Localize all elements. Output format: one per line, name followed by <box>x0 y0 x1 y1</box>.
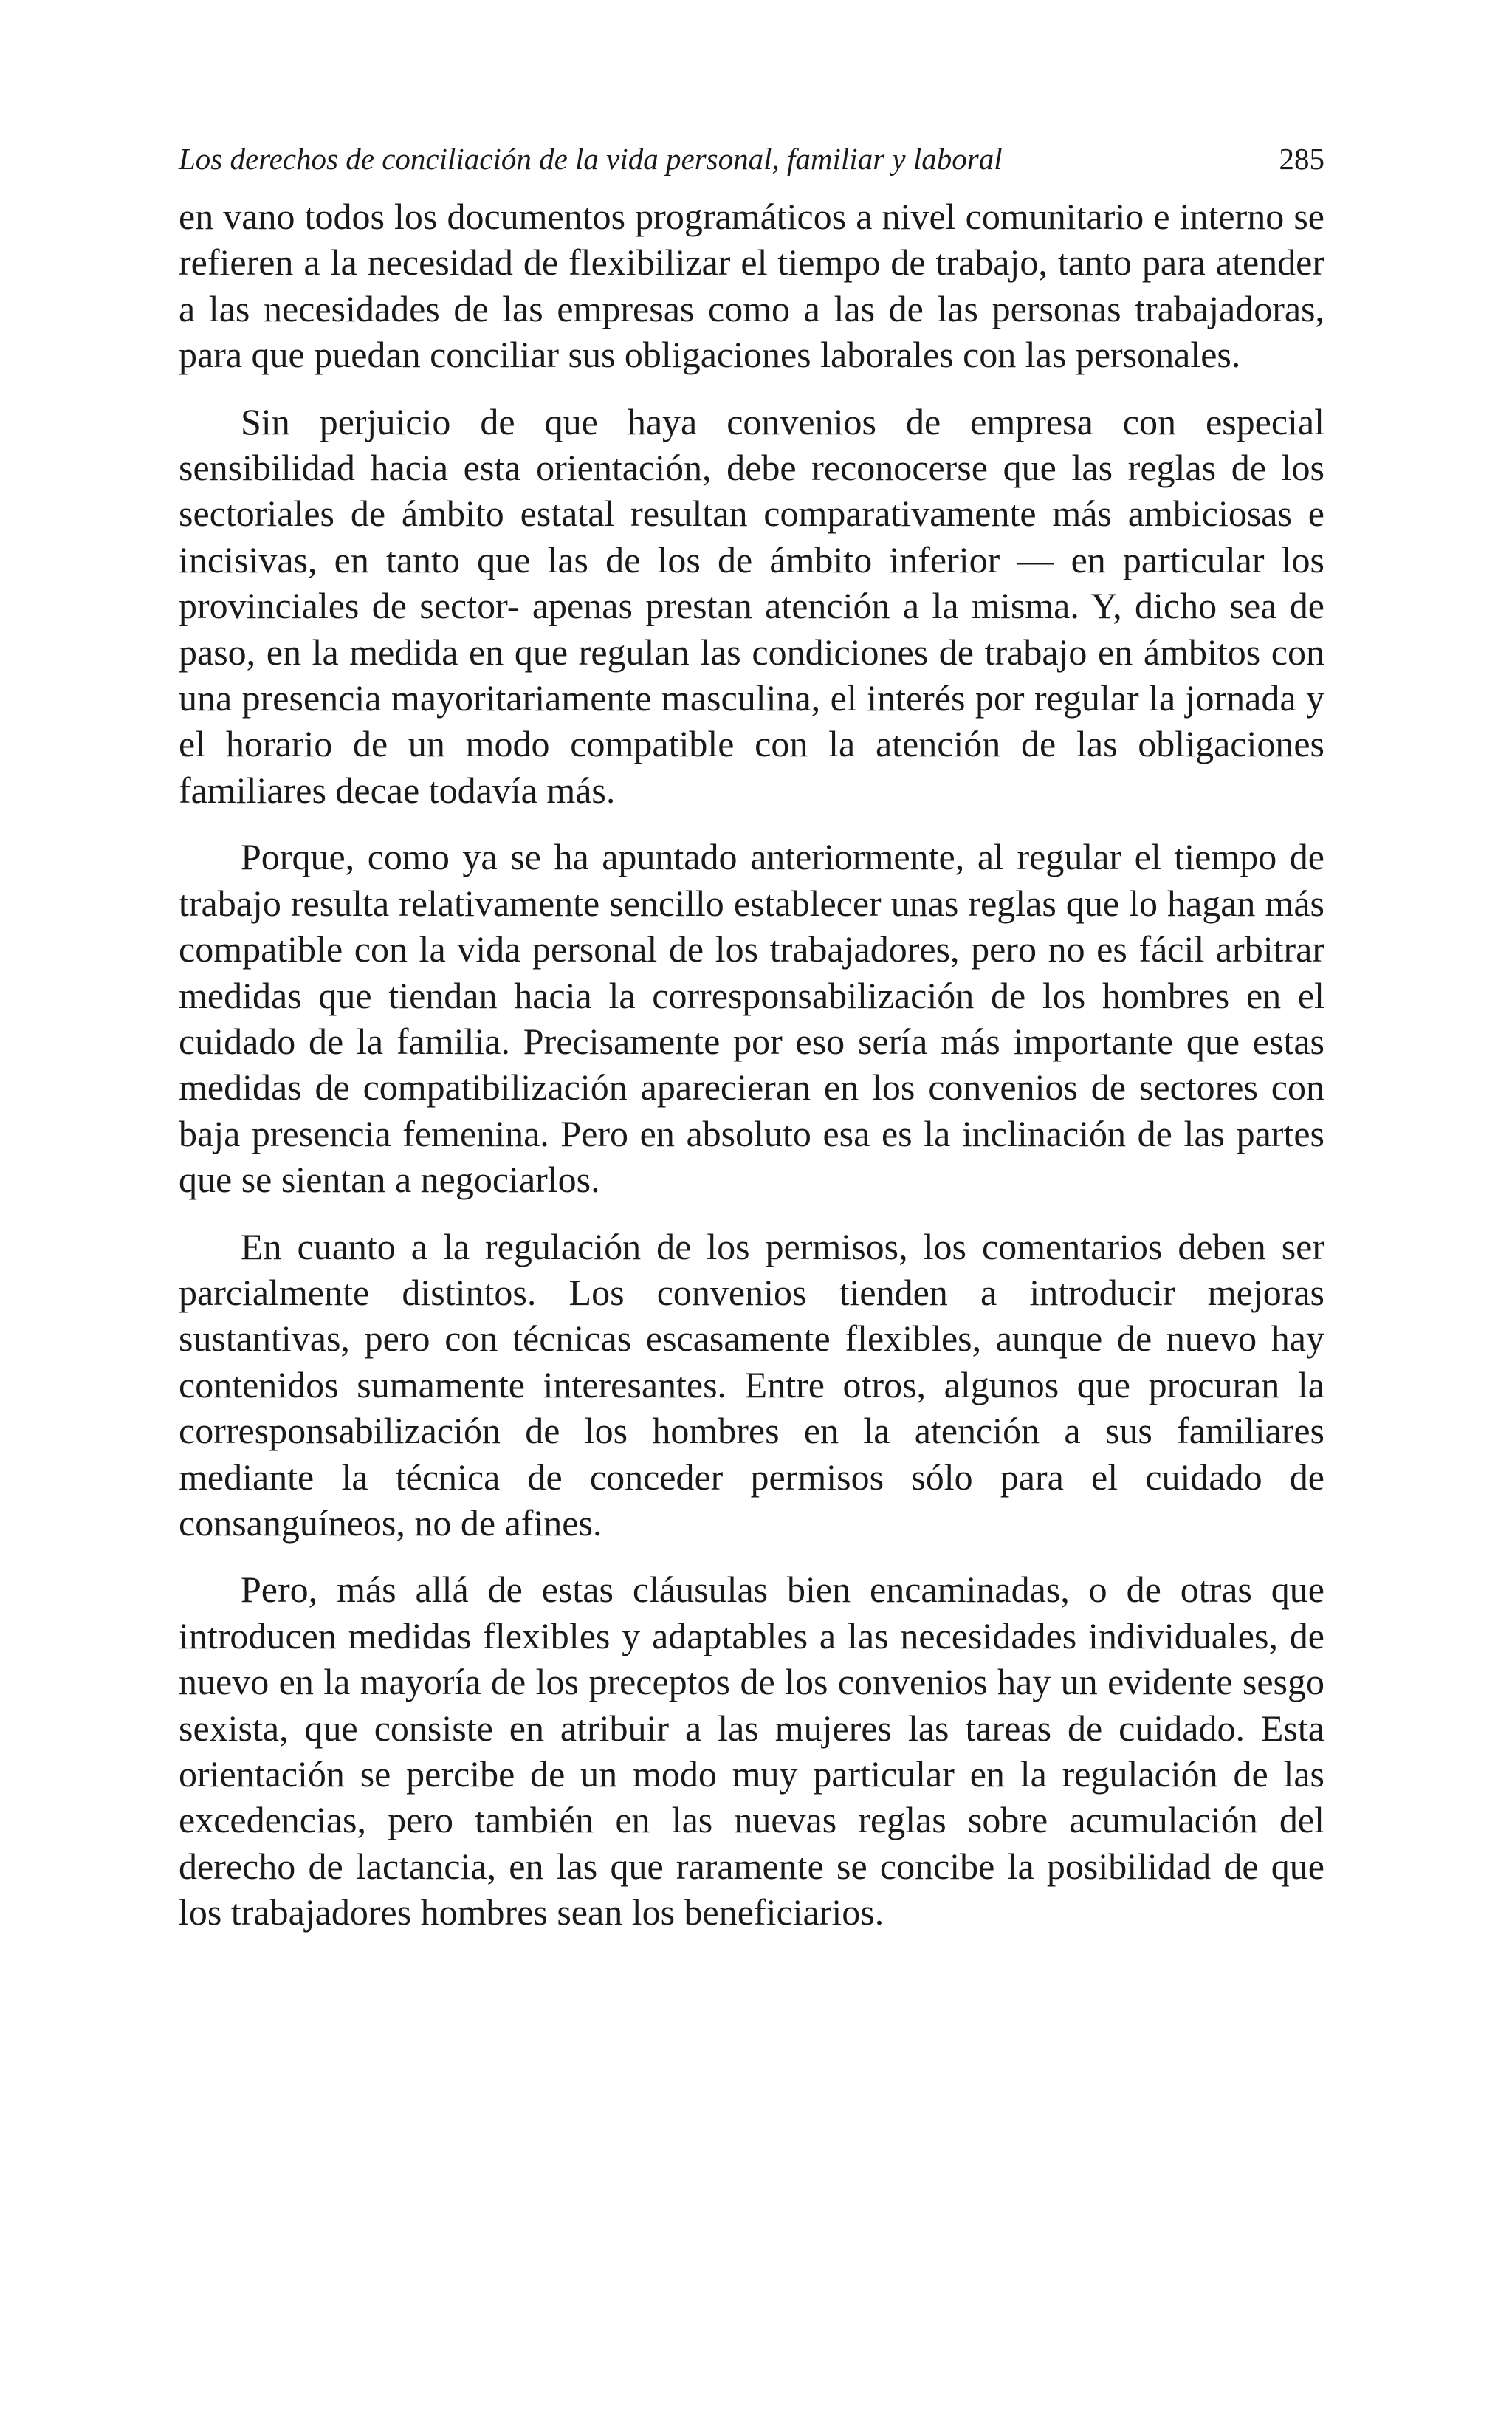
paragraph-continued: en vano todos los documentos programáticos a nivel comunitario e interno se refieren a la necesidad de flexibilizar el tiempo de trabajo, tanto para atender a las necesidades de las empresas como a las de las personas trabajadoras, para que puedan conciliar sus obligaciones laborales con las personales. <box>179 196 1324 376</box>
body-text <box>179 193 1324 1936</box>
page-number: 285 <box>1279 142 1324 176</box>
book-page <box>179 133 1324 1956</box>
running-title: Los derechos de conciliación de la vida personal, familiar y laboral <box>179 142 1003 176</box>
paragraph: Pero, más allá de estas cláusulas bien encaminadas, o de otras que introducen medidas flexibles y adaptables a las necesidades individuales, de nuevo en la mayoría de los preceptos de los convenios hay un evidente sesgo sexista, que consiste en atribuir a las mujeres las tareas de cuidado. Esta orientación se percibe de un modo muy particular en la regulación de las excedencias, pero también en las nuevas reglas sobre acumulación del derecho de lactancia, en las que raramente se concibe la posibilidad de que los trabajadores hombres sean los beneficiarios. <box>179 1569 1324 1933</box>
paragraph: En cuanto a la regulación de los permisos, los comentarios deben ser parcialmente distintos. Los convenios tienden a introducir mejoras sustantivas, pero con técnicas escasamente flexibles, aunque de nuevo hay contenidos sumamente interesantes. Entre otros, algunos que procuran la corresponsabilización de los hombres en la atención a sus familiares mediante la técnica de conceder permisos sólo para el cuidado de consanguíneos, no de afines. <box>179 1225 1324 1544</box>
running-header <box>179 133 1324 185</box>
paragraph: Sin perjuicio de que haya convenios de empresa con especial sensibilidad hacia esta orientación, debe reconocerse que las reglas de los sectoriales de ámbito estatal resultan comparativamente más ambiciosas e incisivas, en tanto que las de los de ámbito inferior — en particular los provinciales de sector- apenas prestan atención a la misma. Y, dicho sea de paso, en la medida en que regulan las condiciones de trabajo en ámbitos con una presencia mayoritariamente masculina, el interés por regular la jornada y el horario de un modo compatible con la atención de las obligaciones familiares decae todavía más. <box>179 400 1324 811</box>
paragraph: Porque, como ya se ha apuntado anteriormente, al regular el tiempo de trabajo resulta relativamente sencillo establecer unas reglas que lo hagan más compatible con la vida personal de los trabajadores, pero no es fácil arbitrar medidas que tiendan hacia la corresponsabilización de los hombres en el cuidado de la familia. Precisamente por eso sería más importante que estas medidas de compatibilización aparecieran en los convenios de sectores con baja presencia femenina. Pero en absoluto esa es la inclinación de las partes que se sientan a negociarlos. <box>179 836 1324 1201</box>
